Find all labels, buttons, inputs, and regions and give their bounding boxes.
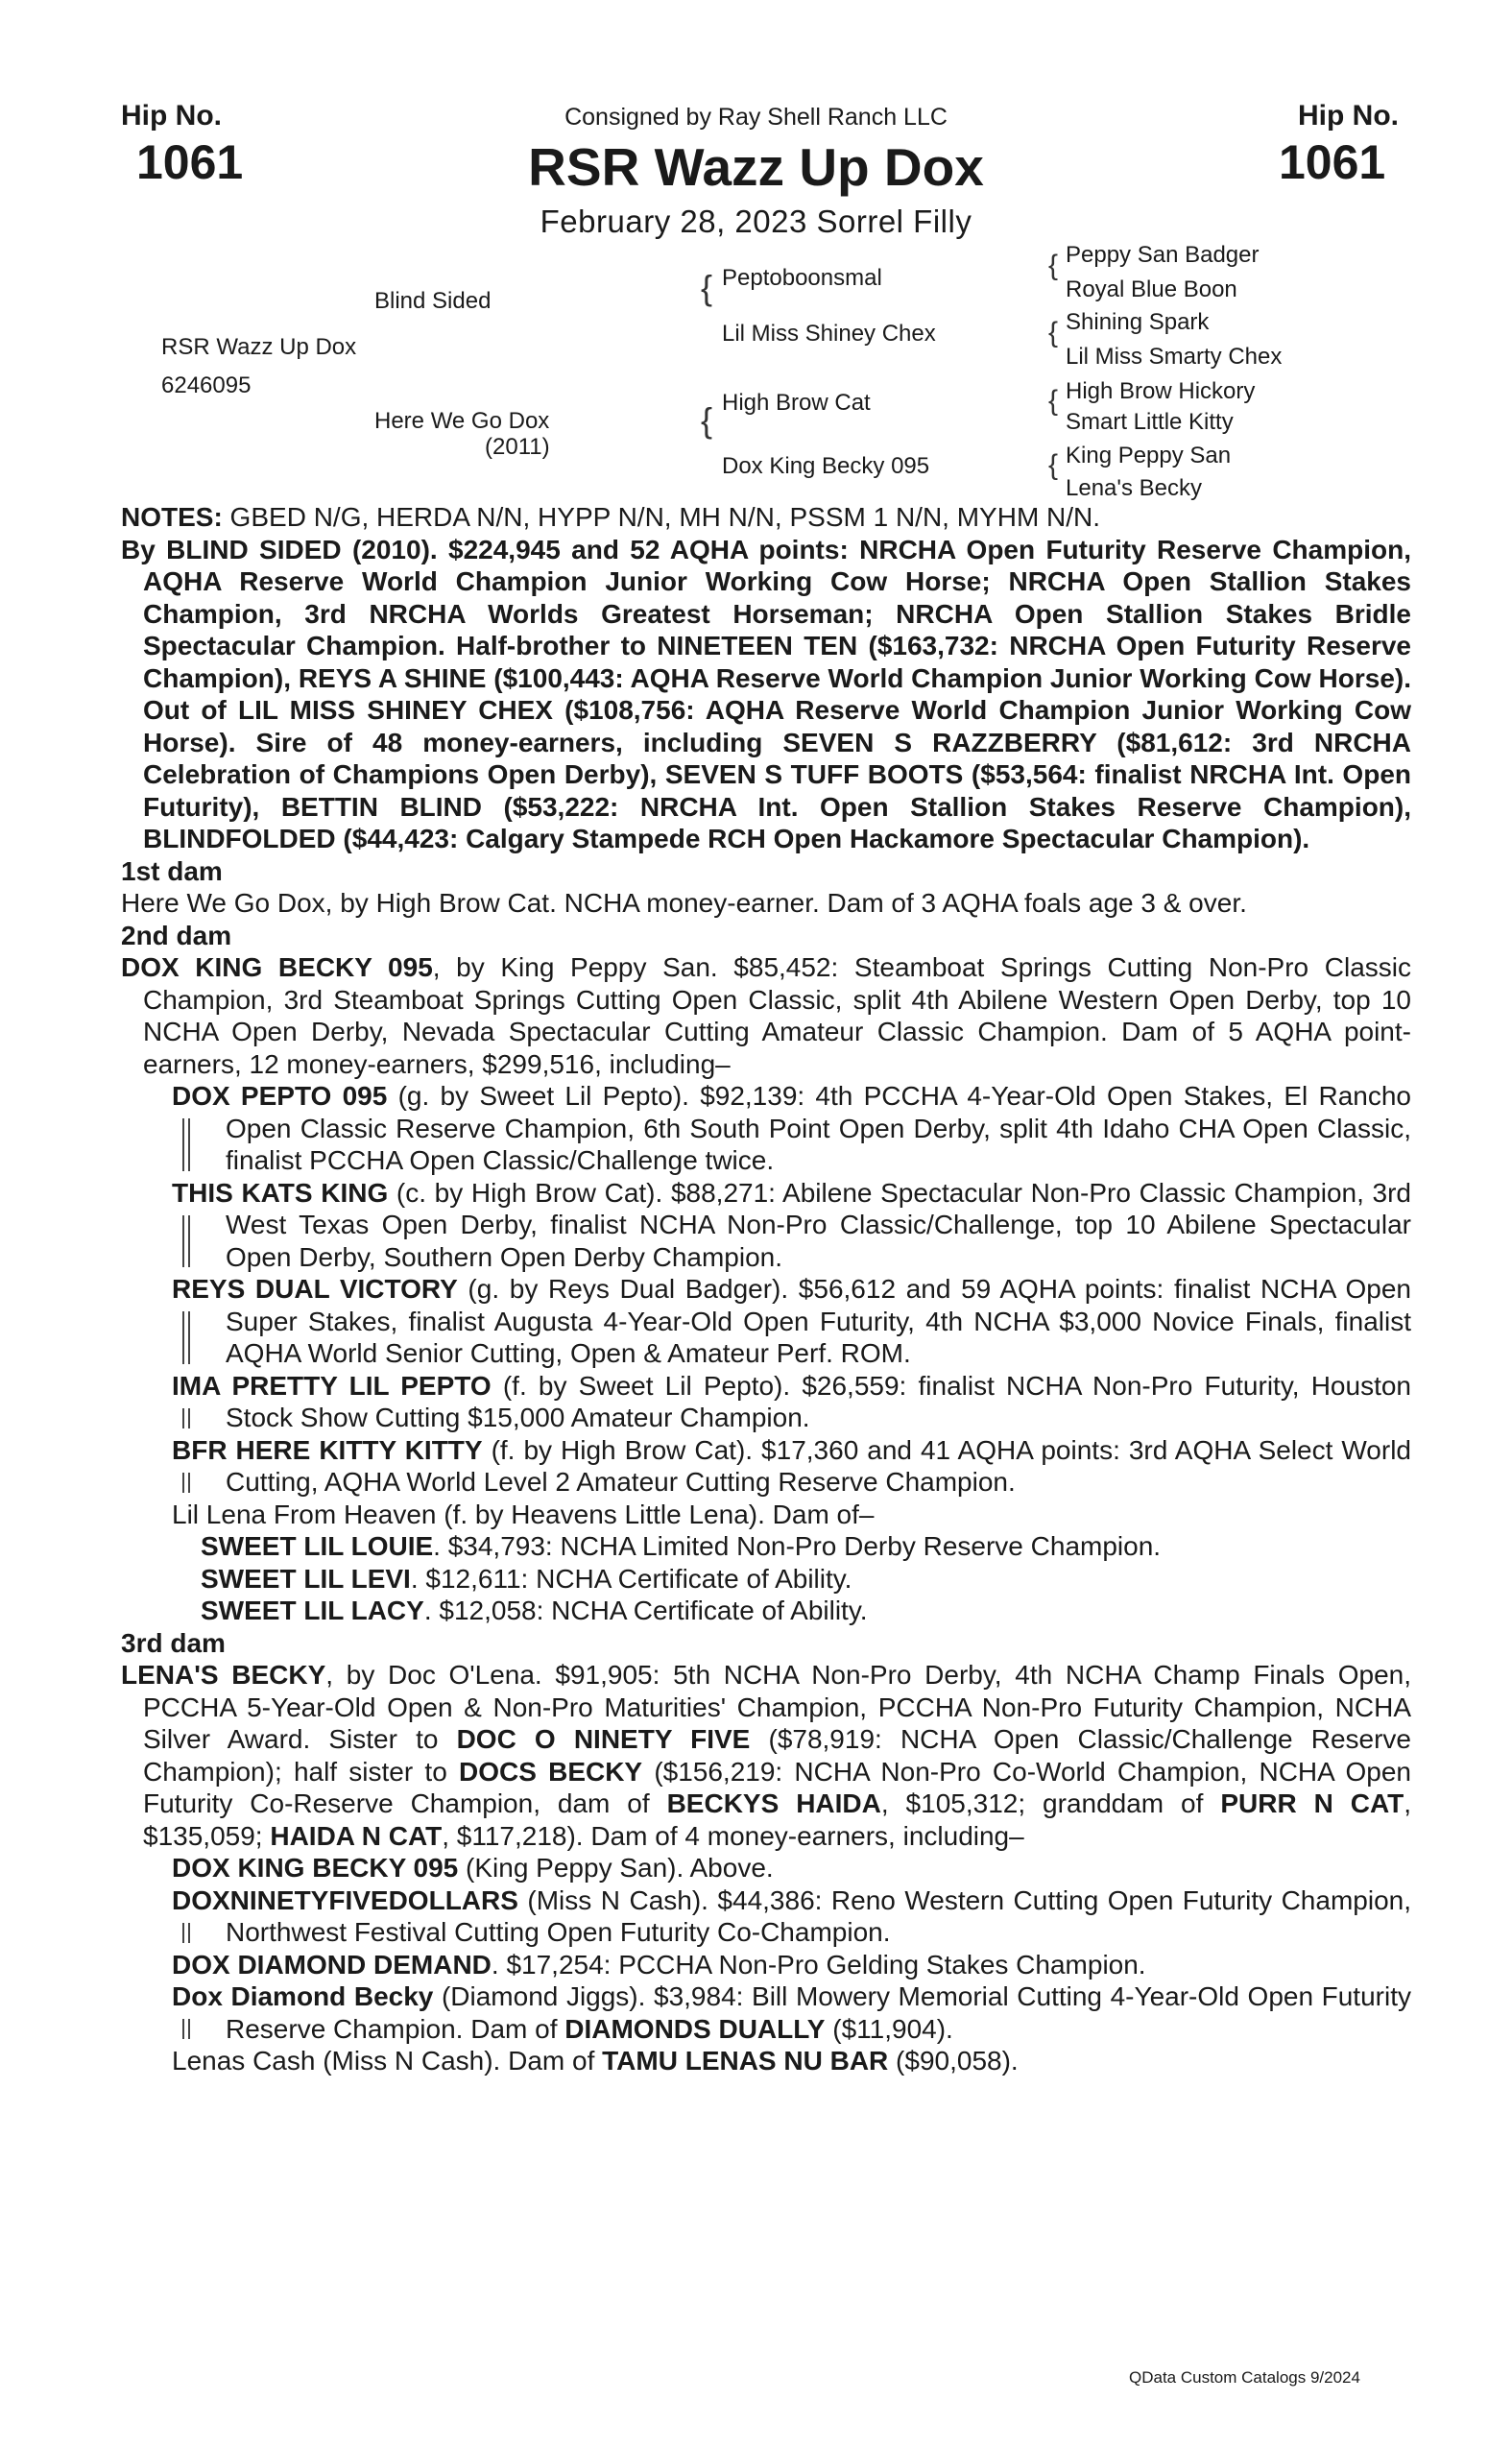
produce-name: DOX PEPTO 095	[172, 1081, 388, 1111]
pedigree-ss-dam: Royal Blue Boon	[1066, 276, 1237, 302]
third-dam-name: LENA'S BECKY	[121, 1660, 326, 1690]
pedigree-sire: Blind Sided	[374, 288, 492, 314]
half-sister-name: DOCS BECKY	[458, 1756, 643, 1787]
produce-entry	[172, 1949, 1411, 1981]
produce-name: REYS DUAL VICTORY	[172, 1274, 458, 1304]
pedigree-dam-dam: Dox King Becky 095	[722, 453, 930, 479]
pedigree-subject-reg: 6246095	[161, 372, 252, 398]
produce-text: Lenas Cash (Miss N Cash). Dam of	[172, 2046, 603, 2076]
second-dam-desc: , by King Peppy San. $85,452: Steamboat Springs Cutting Non-Pro Classic Champion, 3rd Steamboat Springs Cutting Open Classic, split 4th Abilene Western Open Derby, top 10 NCHA Open Derby, Nevada Spectacular Cutting Amateur Classic Champion. Dam of 5 AQHA point-earners, 12 money-earners, $299,516, including–	[143, 952, 1411, 1079]
pedigree-sire-dam: Lil Miss Shiney Chex	[722, 321, 936, 347]
brace-icon: {	[701, 400, 713, 440]
produce-entry	[172, 1980, 1411, 2045]
produce-entry	[172, 1177, 1411, 1274]
produce-entry	[172, 1080, 1411, 1177]
pedigree-sd-sire: Shining Spark	[1066, 309, 1210, 335]
grand-name: TAMU LENAS NU BAR	[602, 2046, 889, 2076]
pedigree-dam-sire: High Brow Cat	[722, 390, 871, 416]
consignor: Consigned by Ray Shell Ranch LLC	[564, 104, 948, 131]
grand-produce-text: . $12,611: NCHA Certificate of Ability.	[410, 1563, 852, 1594]
grand-produce-entry	[201, 1530, 1411, 1563]
produce-entry	[172, 1852, 1411, 1884]
pedigree-subject: RSR Wazz Up Dox	[161, 334, 357, 360]
pedigree-ds-dam: Smart Little Kitty	[1066, 409, 1234, 435]
third-dam-desc: , $117,218). Dam of 4 money-earners, including–	[442, 1820, 1024, 1851]
produce-entry	[172, 1370, 1411, 1434]
pedigree-dam-year: (2011)	[485, 434, 550, 460]
footer-credit: QData Custom Catalogs 9/2024	[1129, 2368, 1360, 2387]
grand-produce-text: . $12,058: NCHA Certificate of Ability.	[423, 1596, 868, 1625]
produce-name: BFR HERE KITTY KITTY	[172, 1434, 483, 1465]
notes-text: GBED N/G, HERDA N/N, HYPP N/N, MH N/N, PSSM 1 N/N, MYHM N/N.	[222, 502, 1101, 532]
grand-produce-name: SWEET LIL LEVI	[201, 1563, 411, 1594]
notes	[121, 501, 1411, 534]
third-dam-desc: ($156,219: NCHA Non-Pro Co-World Champion, NCHA Open Futurity Co-Reserve Champion, dam of	[143, 1756, 1411, 1818]
produce-text: (g. by Reys Dual Badger). $56,612 and 59 AQHA points: finalist NCHA Open Super Stakes, finalist Augusta 4-Year-Old Open Futurity, 4th NCHA $3,000 Novice Finals, finalist AQHA World Senior Cutting, Open & Amateur Perf. ROM.	[226, 1274, 1411, 1368]
grand-name: HAIDA N CAT	[270, 1820, 443, 1851]
third-dam-heading: 3rd dam	[121, 1627, 226, 1658]
third-dam-desc: , by Doc O'Lena. $91,905: 5th NCHA Non-Pro Derby, 4th NCHA Champ Finals Open, PCCHA 5-Year-Old Open & Non-Pro Maturities' Champion, PCCHA Non-Pro Futurity Champion, NCHA Silver Award. Sister to	[143, 1660, 1411, 1754]
catalog-body	[121, 501, 1411, 2077]
brace-icon: {	[701, 268, 713, 307]
pedigree-dd-dam: Lena's Becky	[1066, 475, 1202, 501]
grand-produce-name: SWEET LIL LACY	[201, 1596, 424, 1625]
produce-name: THIS KATS KING	[172, 1177, 389, 1208]
produce-name: DOXNINETYFIVEDOLLARS	[172, 1884, 518, 1915]
hip-label-left: Hip No.	[121, 100, 222, 132]
third-dam-text	[121, 1659, 1411, 1852]
grand-produce-entry	[201, 1563, 1411, 1596]
third-dam-desc: ($78,919: NCHA Open Classic/Challenge Reserve Champion); half sister to	[143, 1724, 1411, 1787]
brace-icon: {	[1048, 385, 1059, 417]
pedigree-dd-sire: King Peppy San	[1066, 443, 1232, 468]
produce-name: Dox Diamond Becky	[172, 1981, 434, 2011]
produce-entry	[172, 1434, 1411, 1499]
produce-text: (f. by High Brow Cat). $17,360 and 41 AQHA points: 3rd AQHA Select World Cutting, AQHA World Level 2 Amateur Cutting Reserve Champion.	[226, 1434, 1411, 1497]
grand-produce-text: . $34,793: NCHA Limited Non-Pro Derby Reserve Champion.	[433, 1531, 1162, 1561]
pedigree-ds-sire: High Brow Hickory	[1066, 378, 1256, 404]
brace-icon: {	[1048, 250, 1059, 281]
notes-label: NOTES:	[121, 502, 223, 532]
pedigree-ss-sire: Peppy San Badger	[1066, 242, 1260, 268]
second-dam-heading: 2nd dam	[121, 920, 232, 950]
lil-lena-entry: Lil Lena From Heaven (f. by Heavens Little Lena). Dam of–	[172, 1499, 875, 1529]
pedigree-dam: Here We Go Dox	[374, 408, 550, 434]
first-dam-text: Here We Go Dox, by High Brow Cat. NCHA money-earner. Dam of 3 AQHA foals age 3 & over.	[121, 888, 1247, 918]
brace-icon: {	[1048, 449, 1059, 481]
produce-name: IMA PRETTY LIL PEPTO	[172, 1370, 492, 1401]
produce-text: (Miss N Cash). $44,386: Reno Western Cutting Open Futurity Champion, Northwest Festival Cutting Open Futurity Co-Champion.	[226, 1884, 1411, 1947]
second-dam-text	[121, 951, 1411, 1080]
produce-text: (King Peppy San). Above.	[458, 1853, 774, 1883]
produce-text: (c. by High Brow Cat). $88,271: Abilene Spectacular Non-Pro Classic Champion, 3rd West Texas Open Derby, finalist NCHA Non-Pro Classic/Challenge, top 10 Abilene Spectacular Open Derby, Southern Open Derby Champion.	[226, 1177, 1411, 1272]
grand-produce-name: SWEET LIL LOUIE	[201, 1531, 434, 1561]
grand-produce-entry	[201, 1595, 1411, 1627]
hip-number-right: 1061	[1279, 135, 1386, 189]
grand-name: PURR N CAT	[1220, 1788, 1404, 1818]
produce-text: . $17,254: PCCHA Non-Pro Gelding Stakes Champion.	[491, 1949, 1146, 1980]
produce-text: (g. by Sweet Lil Pepto). $92,139: 4th PCCHA 4-Year-Old Open Stakes, El Rancho Open Classic Reserve Champion, 6th South Point Open Derby, split 4th Idaho CHA Open Classic, finalist PCCHA Open Classic/Challenge twice.	[226, 1081, 1411, 1175]
sire-summary: By BLIND SIDED (2010). $224,945 and 52 AQHA points: NRCHA Open Futurity Reserve Champion, AQHA Reserve World Champion Junior Working Cow Horse; NRCHA Open Stallion Stakes Champion, 3rd NRCHA Worlds Greatest Horseman; NRCHA Open Stallion Stakes Bridle Spectacular Champion. Half-brother to NINETEEN TEN ($163,732: NRCHA Open Futurity Reserve Champion), REYS A SHINE ($100,443: AQHA Reserve World Champion Junior Working Cow Horse). Out of LIL MISS SHINEY CHEX ($108,756: AQHA Reserve World Champion Junior Working Cow Horse). Sire of 48 money-earners, including SEVEN S RAZZBERRY ($81,612: 3rd NRCHA Celebration of Champions Open Derby), SEVEN S TUFF BOOTS ($53,564: finalist NRCHA Int. Open Futurity), BETTIN BLIND ($53,222: NRCHA Int. Open Stallion Stakes Reserve Champion), BLINDFOLDED ($44,423: Calgary Stampede RCH Open Hackamore Spectacular Champion).	[121, 534, 1411, 853]
third-dam-desc: , $135,059;	[143, 1788, 1411, 1851]
pedigree-sire-sire: Peptoboonsmal	[722, 265, 882, 291]
hip-number-left: 1061	[136, 135, 244, 189]
third-dam-desc: , $105,312; granddam of	[880, 1788, 1221, 1818]
produce-name: DOX DIAMOND DEMAND	[172, 1949, 492, 1980]
produce-entry	[172, 1884, 1411, 1949]
second-dam-name: DOX KING BECKY 095	[121, 952, 433, 982]
produce-entry	[172, 1273, 1411, 1370]
produce-text: (f. by Sweet Lil Pepto). $26,559: finalist NCHA Non-Pro Futurity, Houston Stock Show Cutting $15,000 Amateur Champion.	[226, 1370, 1411, 1432]
horse-name: RSR Wazz Up Dox	[528, 137, 984, 197]
produce-text: (Diamond Jiggs). $3,984: Bill Mowery Memorial Cutting 4-Year-Old Open Futurity Reserve Champion. Dam of	[226, 1981, 1411, 2044]
brace-icon: {	[1048, 317, 1059, 348]
produce-text: ($11,904).	[825, 2013, 953, 2044]
pedigree-sd-dam: Lil Miss Smarty Chex	[1066, 344, 1283, 370]
sister-name: DOC O NINETY FIVE	[456, 1724, 751, 1754]
produce-name: DOX KING BECKY 095	[172, 1853, 459, 1883]
grand-name: BECKYS HAIDA	[666, 1788, 881, 1818]
hip-label-right: Hip No.	[1298, 100, 1399, 132]
grand-name: DIAMONDS DUALLY	[564, 2013, 826, 2044]
first-dam-heading: 1st dam	[121, 855, 223, 886]
produce-text: ($90,058).	[888, 2046, 1019, 2076]
produce-entry	[172, 2045, 1411, 2077]
birth-info: February 28, 2023 Sorrel Filly	[540, 204, 972, 239]
